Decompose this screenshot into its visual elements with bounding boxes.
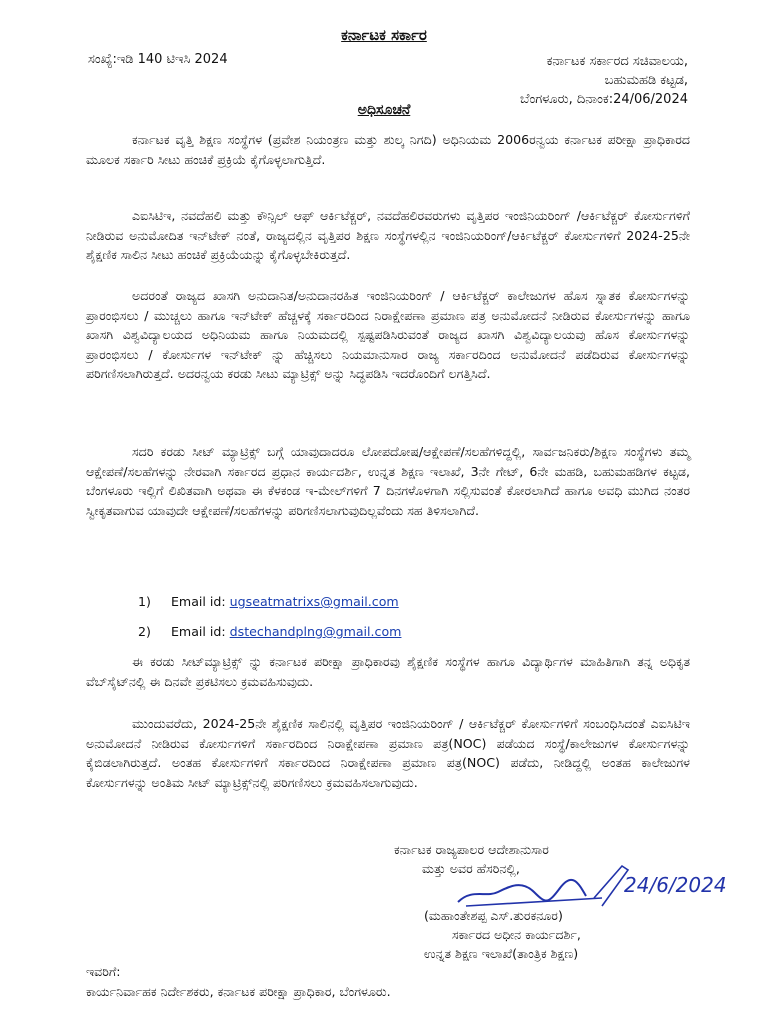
recipient-block bbox=[86, 962, 391, 1002]
recipient-label: ಇವರಿಗೆ: bbox=[86, 964, 121, 979]
paragraph-4 bbox=[86, 442, 690, 520]
signature-flourish bbox=[594, 866, 628, 906]
email-number: 2) bbox=[138, 624, 151, 639]
paragraph-3 bbox=[86, 286, 690, 384]
paragraph-text: ಎಐಸಿಟಿಇ, ನವದೆಹಲಿ ಮತ್ತು ಕೌನ್ಸಿಲ್ ಆಫ್ ಆರ್ಕಿಟೆಕ್ಚರ್, ನವದೆಹಲಿರವರುಗಳು ವೃತ್ತಿಪರ ಇಂಜಿನಿಯರಿಂಗ್ /ಆರ್ಕಿಟೆಕ್ಚರ್ ಕೋರ್ಸುಗಳಿಗೆ ನೀಡಿರುವ ಅನುಮೋದಿತ ಇನ್‌ಟೇಕ್ ನಂತೆ, ರಾಜ್ಯದಲ್ಲಿನ ವೃತ್ತಿಪರ ಶಿಕ್ಷಣ ಸಂಸ್ಥೆಗಳಲ್ಲಿನ ಇಂಜಿನಿಯರಿಂಗ್/ಆರ್ಕಿಟೆಕ್ಚರ್ ಕೋರ್ಸುಗಳಿಗೆ 2024-25ನೇ ಶೈಕ್ಷಣಿಕ ಸಾಲಿನ ಸೀಟು ಹಂಚಿಕೆ ಪ್ರಕ್ರಿಯೆಯನ್ನು ಕೈಗೊಳ್ಳಬೇಕಿರುತ್ತದೆ. bbox=[86, 208, 690, 263]
signatory-department: ಉನ್ನತ ಶಿಕ್ಷಣ ಇಲಾಖೆ(ತಾಂತ್ರಿಕ ಶಿಕ್ಷಣ) bbox=[424, 946, 579, 961]
in-his-name-line: ಮತ್ತು ಅವರ ಹೆಸರಿನಲ್ಲಿ, bbox=[422, 861, 520, 876]
email-link[interactable]: ugseatmatrixs@gmail.com bbox=[229, 594, 399, 609]
paragraph-2 bbox=[86, 206, 690, 265]
email-number: 1) bbox=[138, 594, 151, 609]
order-number: ಸಂಖ್ಯೆ:ಇಡಿ 140 ಟಿಇಸಿ 2024 bbox=[88, 52, 228, 67]
office-address bbox=[476, 52, 688, 109]
paragraph-5 bbox=[86, 652, 690, 691]
government-title: ಕರ್ನಾಟಕ ಸರ್ಕಾರ bbox=[341, 26, 427, 44]
signature-underline bbox=[466, 898, 602, 906]
notification-title: ಅಧಿಸೂಚನೆ bbox=[357, 102, 411, 118]
paragraph-text: ಈ ಕರಡು ಸೀಟ್‌ಮ್ಯಾಟ್ರಿಕ್ಸ್ ನ್ನು ಕರ್ನಾಟಕ ಪರೀಕ್ಷಾ ಪ್ರಾಧಿಕಾರವು ಶೈಕ್ಷಣಿಕ ಸಂಸ್ಥೆಗಳ ಹಾಗೂ ವಿದ್ಯಾರ್ಥಿಗಳ ಮಾಹಿತಿಗಾಗಿ ತನ್ನ ಅಧಿಕೃತ ವೆಬ್‌ಸೈಟ್‌ನಲ್ಲಿ ಈ ದಿನವೇ ಪ್ರಕಟಿಸಲು ಕ್ರಮವಹಿಸುವುದು. bbox=[86, 654, 690, 689]
address-date-line: ಬೆಂಗಳೂರು, ದಿನಾಂಕ:24/06/2024 bbox=[520, 92, 688, 107]
email-label: Email id: bbox=[170, 594, 226, 609]
paragraph-6 bbox=[86, 714, 690, 792]
paragraph-text: ಅದರಂತೆ ರಾಜ್ಯದ ಖಾಸಗಿ ಅನುದಾನಿತ/ಅನುದಾನರಹಿತ ಇಂಜಿನಿಯರಿಂಗ್ / ಆರ್ಕಿಟೆಕ್ಚರ್ ಕಾಲೇಜುಗಳ ಹೊಸ ಸ್ನಾತಕ ಕೋರ್ಸುಗಳನ್ನು ಪ್ರಾರಂಭಿಸಲು / ಮುಚ್ಚಲು ಹಾಗೂ ಇನ್‌ಟೇಕ್ ಹೆಚ್ಚಳಕ್ಕೆ ಸರ್ಕಾರದಿಂದ ನಿರಾಕ್ಷೇಪಣಾ ಪ್ರಮಾಣ ಪತ್ರ ಅನುಮೋದನೆ ನೀಡಿರುವ ಕೋರ್ಸುಗಳನ್ನು ಹಾಗೂ ಖಾಸಗಿ ವಿಶ್ವವಿದ್ಯಾಲಯದ ಅಧಿನಿಯಮ ಹಾಗೂ ನಿಯಮದಲ್ಲಿ ಸ್ಪಷ್ಟಪಡಿಸಿರುವಂತೆ ರಾಜ್ಯದ ಖಾಸಗಿ ವಿಶ್ವವಿದ್ಯಾಲಯವು ಹೊಸ ಕೋರ್ಸುಗಳನ್ನು ಪ್ರಾರಂಭಿಸಲು / ಕೋರ್ಸುಗಳ ಇನ್‌ಟೇಕ್ ನ್ನು ಹೆಚ್ಚಿಸಲು ನಿಯಮಾನುಸಾರ ರಾಜ್ಯ ಸರ್ಕಾರದಿಂದ ಅನುಮೋದನೆ ಪಡೆದಿರುವ ಕೋರ್ಸುಗಳನ್ನು ಪರಿಗಣಿಸಲಾಗಿರುತ್ತದೆ. ಅದರನ್ವಯ ಕರಡು ಸೀಟು ಮ್ಯಾಟ್ರಿಕ್ಸ್ ಅನ್ನು ಸಿದ್ಧಪಡಿಸಿ ಇದರೊಂದಿಗೆ ಲಗತ್ತಿಸಿದೆ. bbox=[86, 288, 690, 382]
email-item-2 bbox=[138, 624, 401, 639]
paragraph-1 bbox=[86, 130, 690, 169]
paragraph-text: ಕರ್ನಾಟಕ ವೃತ್ತಿ ಶಿಕ್ಷಣ ಸಂಸ್ಥೆಗಳ (ಪ್ರವೇಶ ನಿಯಂತ್ರಣ ಮತ್ತು ಶುಲ್ಕ ನಿಗದಿ) ಅಧಿನಿಯಮ 2006ರನ್ವಯ ಕರ್ನಾಟಕ ಪರೀಕ್ಷಾ ಪ್ರಾಧಿಕಾರದ ಮೂಲಕ ಸರ್ಕಾರಿ ಸೀಟು ಹಂಚಿಕೆ ಪ್ರಕ್ರಿಯೆ ಕೈಗೊಳ್ಳಲಾಗುತ್ತಿದೆ. bbox=[86, 132, 690, 167]
email-label: Email id: bbox=[170, 624, 226, 639]
governor-order-line: ಕರ್ನಾಟಕ ರಾಜ್ಯಪಾಲರ ಆದೇಶಾನುಸಾರ bbox=[394, 842, 549, 857]
signature-stroke bbox=[458, 880, 586, 902]
signatory-name: (ಮಹಾಂತೇಶಪ್ಪ ಎಸ್.ತುರಕನೂರ) bbox=[424, 908, 563, 923]
recipient-value: ಕಾರ್ಯನಿರ್ವಾಹಕ ನಿರ್ದೇಶಕರು, ಕರ್ನಾಟಕ ಪರೀಕ್ಷಾ ಪ್ರಾಧಿಕಾರ, ಬೆಂಗಳೂರು. bbox=[86, 984, 391, 999]
email-item-1 bbox=[138, 594, 399, 609]
signatory-block bbox=[424, 906, 704, 963]
signatory-designation: ಸರ್ಕಾರದ ಅಧೀನ ಕಾರ್ಯದರ್ಶಿ, bbox=[452, 927, 581, 942]
paragraph-text: ಸದರಿ ಕರಡು ಸೀಟ್ ಮ್ಯಾಟ್ರಿಕ್ಸ್ ಬಗ್ಗೆ ಯಾವುದಾದರೂ ಲೋಪದೋಷ/ಆಕ್ಷೇಪಣೆ/ಸಲಹೆಗಳಿದ್ದಲ್ಲಿ, ಸಾರ್ವಜನಿಕರು/ಶಿಕ್ಷಣ ಸಂಸ್ಥೆಗಳು ತಮ್ಮ ಆಕ್ಷೇಪಣೆ/ಸಲಹೆಗಳನ್ನು ನೇರವಾಗಿ ಸರ್ಕಾರದ ಪ್ರಧಾನ ಕಾರ್ಯದರ್ಶಿ, ಉನ್ನತ ಶಿಕ್ಷಣ ಇಲಾಖೆ, 3ನೇ ಗೇಟ್, 6ನೇ ಮಹಡಿ, ಬಹುಮಹಡಿಗಳ ಕಟ್ಟಡ, ಬೆಂಗಳೂರು ಇಲ್ಲಿಗೆ ಲಿಖಿತವಾಗಿ ಅಥವಾ ಈ ಕೆಳಕಂಡ ಇ-ಮೇಲ್‌ಗಳಿಗೆ 7 ದಿನಗಳೊಳಗಾಗಿ ಸಲ್ಲಿಸುವಂತೆ ಕೋರಲಾಗಿದೆ ಹಾಗೂ ಅವಧಿ ಮುಗಿದ ನಂತರ ಸ್ವೀಕೃತವಾಗುವ ಯಾವುದೇ ಆಕ್ಷೇಪಣೆ/ಸಲಹೆಗಳನ್ನು ಪರಿಗಣಿಸಲಾಗುವುದಿಲ್ಲವೆಂದು ಸಹ ತಿಳಿಸಲಾಗಿದೆ. bbox=[86, 444, 690, 518]
email-link[interactable]: dstechandplng@gmail.com bbox=[229, 624, 402, 639]
signature-date: 24/6/2024 bbox=[624, 873, 727, 897]
paragraph-text: ಮುಂದುವರೆದು, 2024-25ನೇ ಶೈಕ್ಷಣಿಕ ಸಾಲಿನಲ್ಲಿ ವೃತ್ತಿಪರ ಇಂಜಿನಿಯರಿಂಗ್ / ಆರ್ಕಿಟೆಕ್ಚರ್ ಕೋರ್ಸುಗಳಿಗೆ ಸಂಬಂಧಿಸಿದಂತೆ ಎಐಸಿಟಿಇ ಅನುಮೋದನೆ ನೀಡಿರುವ ಕೋರ್ಸುಗಳಿಗೆ ಸರ್ಕಾರದಿಂದ ನಿರಾಕ್ಷೇಪಣಾ ಪ್ರಮಾಣ ಪತ್ರ(NOC) ಪಡೆಯದ ಸಂಸ್ಥೆ/ಕಾಲೇಜುಗಳ ಕೋರ್ಸುಗಳನ್ನು ಕೈಬಿಡಲಾಗಿರುತ್ತದೆ. ಅಂತಹ ಕೋರ್ಸುಗಳಿಗೆ ಸರ್ಕಾರದಿಂದ ನಿರಾಕ್ಷೇಪಣಾ ಪ್ರಮಾಣ ಪತ್ರ(NOC) ಪಡೆದು, ನೀಡಿದ್ದಲ್ಲಿ ಅಂತಹ ಕಾಲೇಜುಗಳ ಕೋರ್ಸುಗಳನ್ನು ಅಂತಿಮ ಸೀಟ್ ಮ್ಯಾಟ್ರಿಕ್ಸ್‌ನಲ್ಲಿ ಪರಿಗಣಿಸಲು ಕ್ರಮವಹಿಸಲಾಗುವುದು. bbox=[86, 716, 690, 790]
address-line: ಕರ್ನಾಟಕ ಸರ್ಕಾರದ ಸಚಿವಾಲಯ, bbox=[546, 54, 688, 69]
address-line: ಬಹುಮಹಡಿ ಕಟ್ಟಡ, bbox=[604, 73, 688, 88]
